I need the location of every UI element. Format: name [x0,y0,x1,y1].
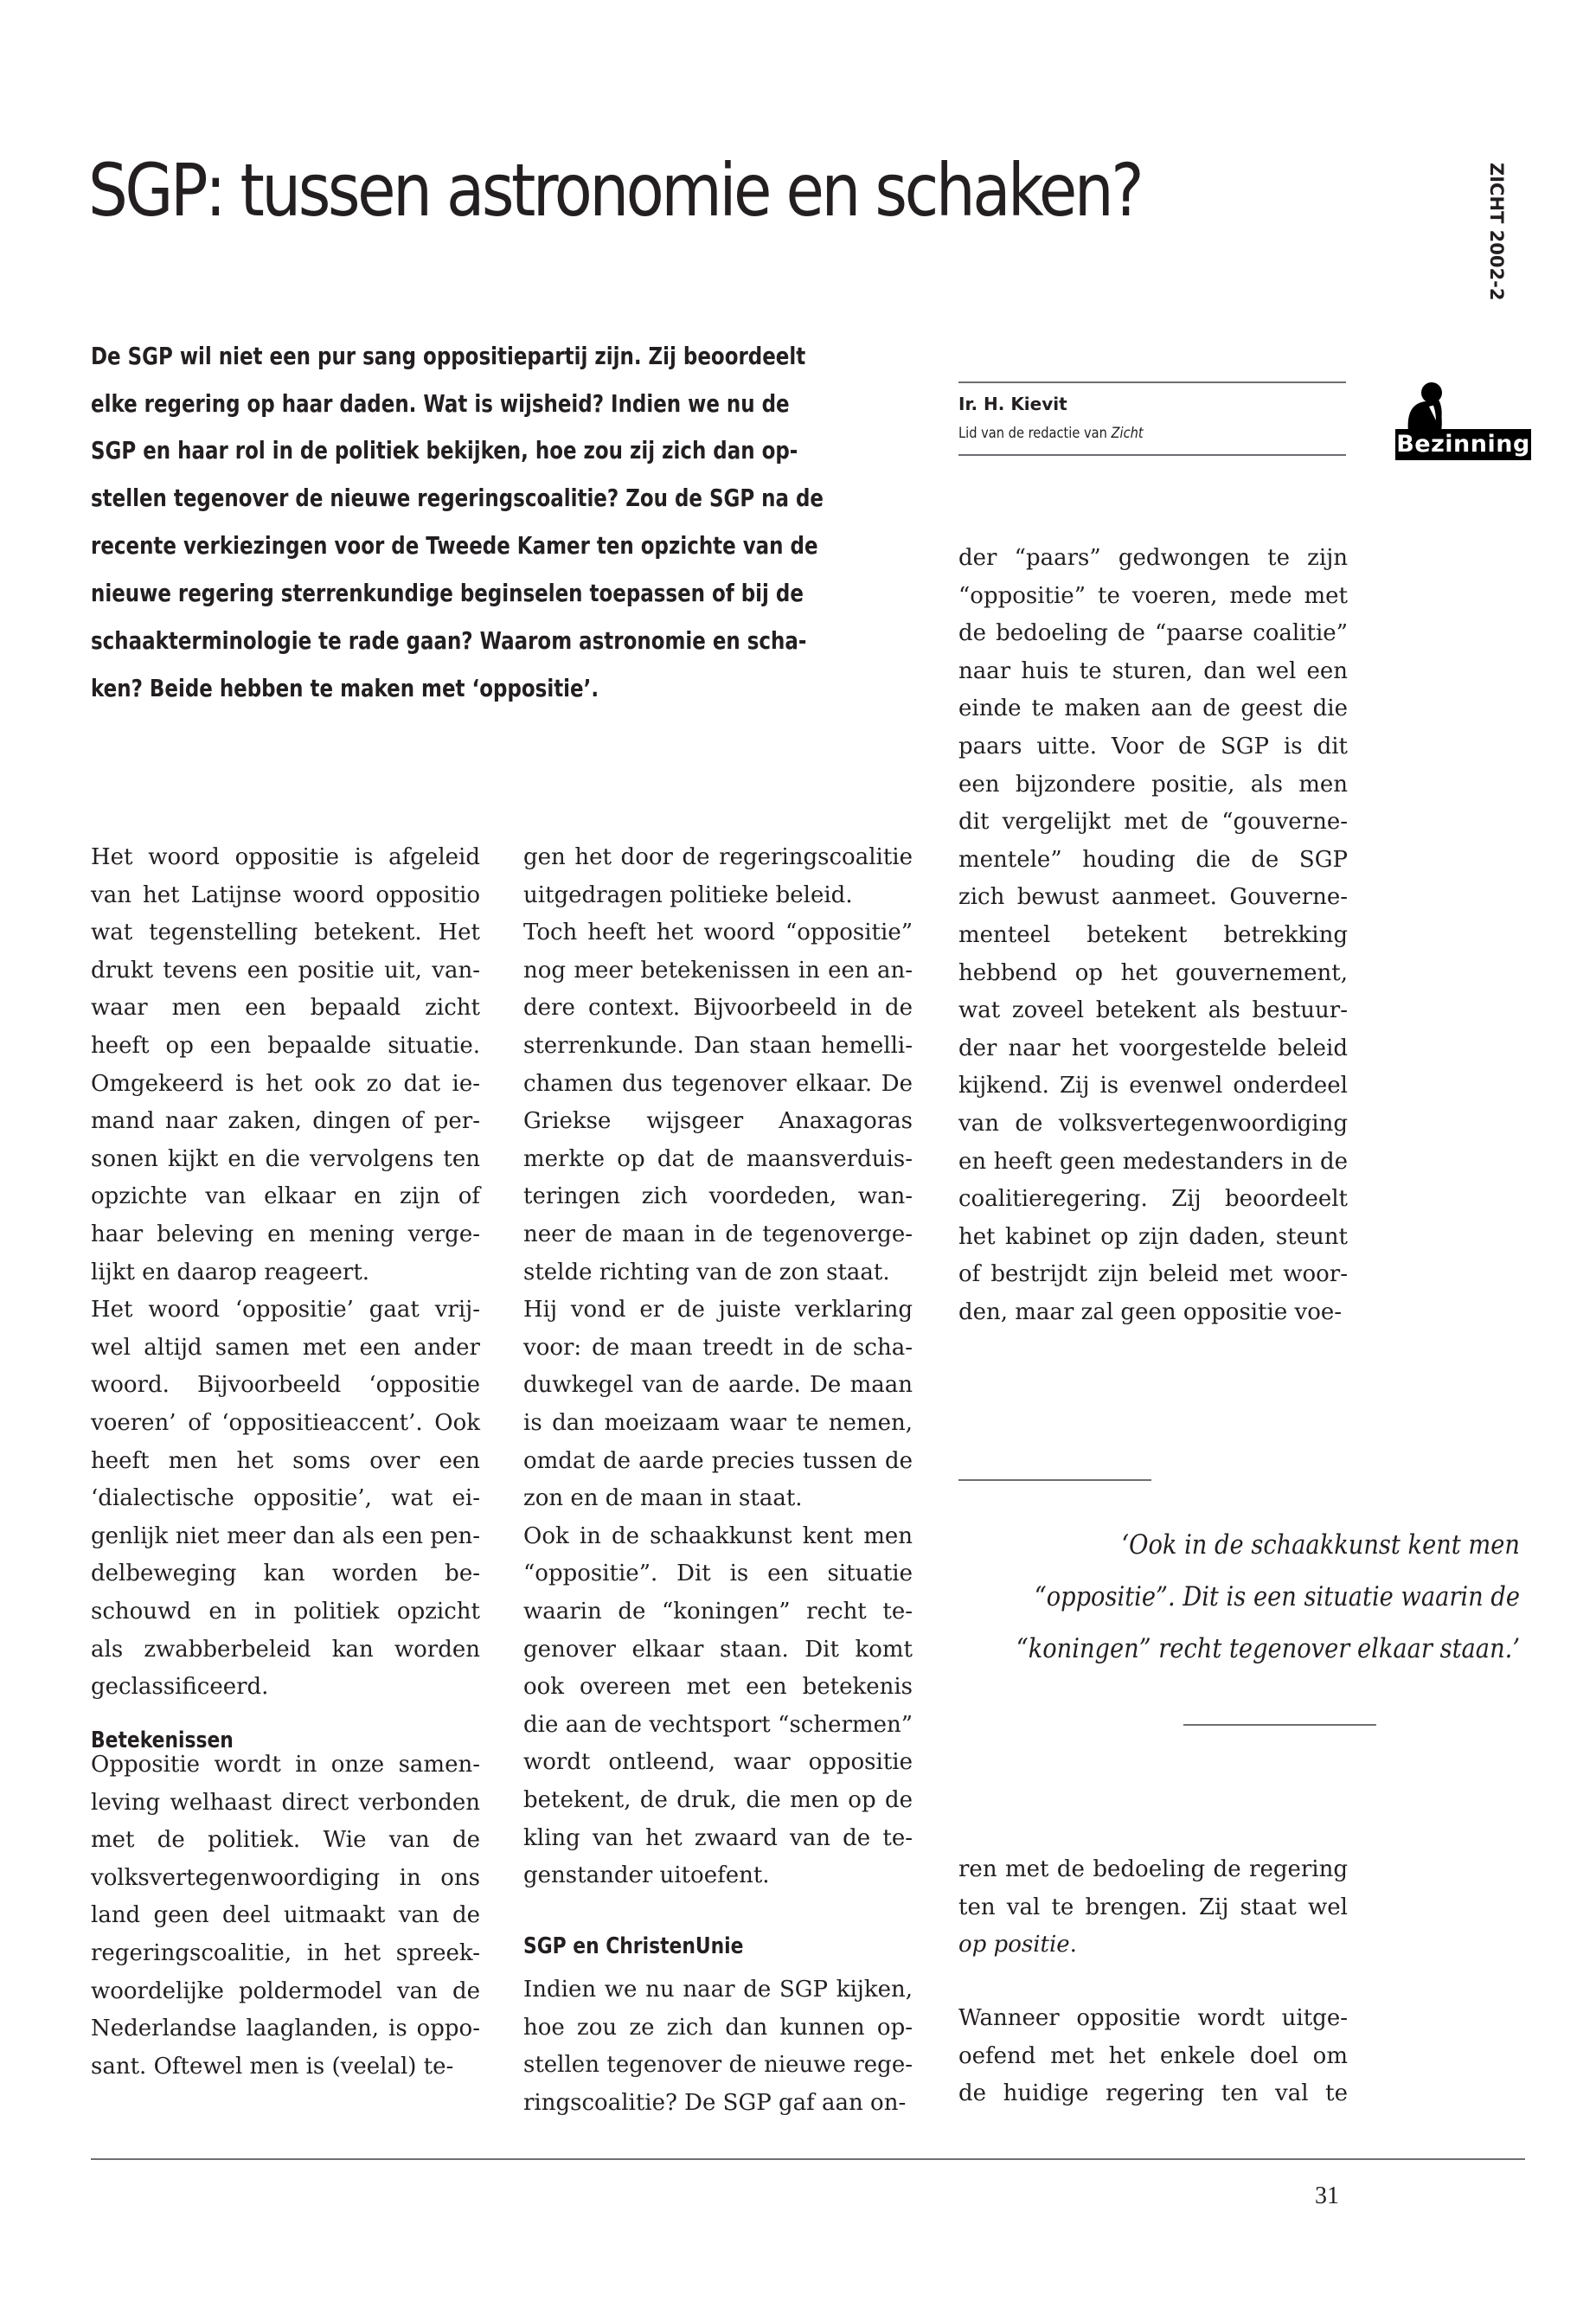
body-text-line: einde te maken aan de geest die [958,695,1348,722]
journal-issue: ZICHT 2002-2 [1486,163,1507,301]
body-text-line: woordelijke poldermodel van de [91,1977,480,2004]
body-text-line: delbeweging kan worden be- [91,1561,480,1587]
body-text-line [958,1933,1348,1956]
body-text-line: Ook in de schaakkunst kent men [523,1522,913,1549]
body-text-line: dere context. Bijvoorbeeld in de [523,995,913,1022]
body-text-line: wordt ontleend, waar oppositie [523,1749,913,1776]
body-text-line: Toch heeft het woord “oppositie” [523,920,913,946]
page-number: 31 [1315,2182,1339,2209]
body-text-line: is dan moeizaam waar te nemen, [523,1410,913,1436]
body-text-line: uitgedragen politieke beleid. [523,881,853,908]
author-top-rule [958,381,1346,383]
section-badge [1384,379,1540,465]
body-text-line: Nederlandse laaglanden, is oppo- [91,2016,480,2042]
body-text-line: sterrenkunde. Dan staan hemelli- [523,1033,913,1059]
lead-line: schaakterminologie te rade gaan? Waarom astronomie en scha- [91,626,807,655]
body-text-line: menteel betekent betrekking [958,922,1348,948]
body-text-line: wat zoveel betekent als bestuur- [958,997,1348,1024]
lead-line: ken? Beide hebben te maken met ‘oppositie’. [91,674,599,702]
body-text-line: naar huis te sturen, dan wel een [958,657,1348,684]
body-text-line: Oppositie wordt in onze samen- [91,1752,480,1778]
body-text-line: genstander uitoefent. [523,1862,770,1889]
punctuation: . [1069,1932,1077,1958]
body-text-line: ook overeen met een betekenis [523,1674,913,1701]
body-text-line: der naar het voorgestelde beleid [958,1035,1348,1061]
body-text-line: zich bewust aanmeet. Gouverne- [958,884,1348,911]
author-bottom-rule [958,454,1346,456]
body-text-line: omdat de aarde precies tussen de [523,1447,913,1474]
body-text-line: waarin de “koningen” recht te- [523,1599,913,1625]
body-text-line: oefend met het enkele doel om [958,2042,1348,2069]
lead-line: SGP en haar rol in de politiek bekijken, hoe zou zij zich dan op- [91,436,798,465]
body-text-line: die aan de vechtsport “schermen” [523,1711,913,1738]
body-text-line: schouwd en in politiek opzicht [91,1599,480,1625]
body-text-line: stelde richting van de zon staat. [523,1259,890,1285]
body-text-line: de huidige regering ten val te [958,2080,1348,2107]
lead-line: stellen tegenover de nieuwe regeringscoalitie? Zou de SGP na de [91,484,824,512]
body-text-line: van de volksvertegenwoordiging [958,1111,1348,1137]
body-text-line: ren met de bedoeling de regering [958,1856,1348,1882]
body-text-line: ‘dialectische oppositie’, wat ei- [91,1485,480,1512]
body-text-line: voor: de maan treedt in de scha- [523,1334,913,1361]
body-text-line: of bestrijdt zijn beleid met woor- [958,1261,1348,1288]
author-name: Ir. H. Kievit [958,394,1067,414]
body-text-line: leving welhaast direct verbonden [91,1789,480,1816]
body-text-line: der “paars” gedwongen te zijn [958,545,1348,571]
body-text-line: en heeft geen medestanders in de [958,1148,1348,1175]
body-text-line: Hij vond er de juiste verklaring [523,1297,913,1324]
body-text-line: regeringscoalitie, in het spreek- [91,1940,480,1966]
body-text-line: geclassificeerd. [91,1674,269,1701]
body-text-line: “oppositie” te voeren, mede met [958,582,1348,609]
body-text-line: kijkend. Zij is evenwel onderdeel [958,1073,1348,1099]
body-text-line: met de politiek. Wie van de [91,1827,480,1854]
pullquote-line: “oppositie”. Dit is een situatie waarin de [1034,1581,1520,1612]
body-text-line: zon en de maan in staat. [523,1485,803,1512]
body-text-line: het kabinet op zijn daden, steunt [958,1223,1348,1250]
body-text-line: hoe zou ze zich dan kunnen op- [523,2014,913,2041]
body-text-line: land geen deel uitmaakt van de [91,1902,480,1929]
body-text-line: heeft op een bepaalde situatie. [91,1033,480,1059]
body-text-line: gen het door de regeringscoalitie [523,844,913,870]
body-text-line: Griekse wijsgeer Anaxagoras [523,1108,913,1135]
body-text-line: genover elkaar staan. Dit komt [523,1636,913,1663]
footer-rule [91,2158,1525,2160]
body-text-line: Indien we nu naar de SGP kijken, [523,1977,913,2003]
body-text-line: van het Latijnse woord oppositio [91,881,480,908]
body-text-line: ringscoalitie? De SGP gaf aan on- [523,2089,907,2116]
body-text-line: betekent, de druk, die men op de [523,1787,913,1813]
body-text-line: de bedoeling de “paarse coalitie” [958,620,1348,647]
body-text-line: voeren’ of ‘oppositieaccent’. Ook [91,1410,480,1436]
body-text-line: kling van het zwaard van de te- [523,1824,913,1851]
pullquote-top-rule [958,1479,1151,1481]
body-text-line: hebbend op het gouvernement, [958,959,1348,986]
body-text-line: opzichte van elkaar en zijn of [91,1183,480,1210]
thinking-person-icon [1384,379,1540,434]
body-text-line: den, maar zal geen oppositie voe- [958,1299,1343,1325]
lead-line: recente verkiezingen voor de Tweede Kamer ten opzichte van de [91,531,818,560]
lead-line: nieuwe regering sterrenkundige beginselen toepassen of bij de [91,579,804,607]
pullquote-line: ‘Ook in de schaakkunst kent men [1121,1529,1520,1561]
body-text-line: Het woord oppositie is afgeleid [91,844,480,870]
body-text-line: drukt tevens een positie uit, van- [91,957,480,984]
body-text-line: wat tegenstelling betekent. Het [91,920,480,946]
body-text-line: nog meer betekenissen in een an- [523,957,913,984]
article-title: SGP: tussen astronomie en schaken? [88,148,1142,233]
body-text-line: een bijzondere positie, als men [958,771,1348,798]
lead-line: De SGP wil niet een pur sang oppositiepartij zijn. Zij beoordeelt [91,342,806,370]
body-text-line: coalitieregering. Zij beoordeelt [958,1186,1348,1213]
pullquote-bottom-rule [1183,1724,1376,1726]
section-subheading: Betekenissen [91,1727,234,1753]
body-text-line: ten val te brengen. Zij staat wel [958,1894,1348,1920]
italic-emphasis: op positie [958,1932,1070,1958]
body-text-line: teringen zich voordeden, wan- [523,1183,913,1210]
body-text-line: neer de maan in de tegenoverge- [523,1221,913,1247]
body-text-line: als zwabberbeleid kan worden [91,1636,480,1663]
body-text-line: wel altijd samen met een ander [91,1334,480,1361]
body-text-line: Het woord ‘oppositie’ gaat vrij- [91,1297,480,1324]
body-text-line: paars uitte. Voor de SGP is dit [958,734,1348,760]
lead-line: elke regering op haar daden. Wat is wijsheid? Indien we nu de [91,389,790,418]
body-text-line: Omgekeerd is het ook zo dat ie- [91,1070,480,1097]
body-text-line: mand naar zaken, dingen of per- [91,1108,480,1135]
body-text-line: heeft men het soms over een [91,1447,480,1474]
body-text-line: stellen tegenover de nieuwe rege- [523,2052,913,2079]
body-text-line: mentele” houding die de SGP [958,846,1348,873]
section-badge-label: Bezinning [1395,429,1531,460]
body-text-line: sant. Oftewel men is (veelal) te- [91,2053,454,2080]
body-text-line: duwkegel van de aarde. De maan [523,1372,913,1399]
body-text-line: genlijk niet meer dan als een pen- [91,1522,480,1549]
author-role-journal: Zicht [1111,425,1144,442]
body-text-line: waar men een bepaald zicht [91,995,480,1022]
author-role-text: Lid van de redactie van [958,425,1112,442]
body-text-line: lijkt en daarop reageert. [91,1259,370,1285]
section-subheading: SGP en ChristenUnie [523,1933,744,1959]
body-text-line: volksvertegenwoordiging in ons [91,1864,480,1891]
body-text-line: woord. Bijvoorbeeld ‘oppositie [91,1372,480,1399]
body-text-line: merkte op dat de maansverduis- [523,1145,913,1172]
body-text-line: chamen dus tegenover elkaar. De [523,1070,913,1097]
body-text-line: Wanneer oppositie wordt uitge- [958,2005,1348,2031]
body-text-line: dit vergelijkt met de “gouverne- [958,809,1348,836]
body-text-line: haar beleving en mening verge- [91,1221,480,1247]
body-text-line: sonen kijkt en die vervolgens ten [91,1145,480,1172]
author-role [958,425,1144,442]
pullquote-line: “koningen” recht tegenover elkaar staan.’ [1016,1633,1520,1664]
body-text-line: “oppositie”. Dit is een situatie [523,1561,913,1587]
